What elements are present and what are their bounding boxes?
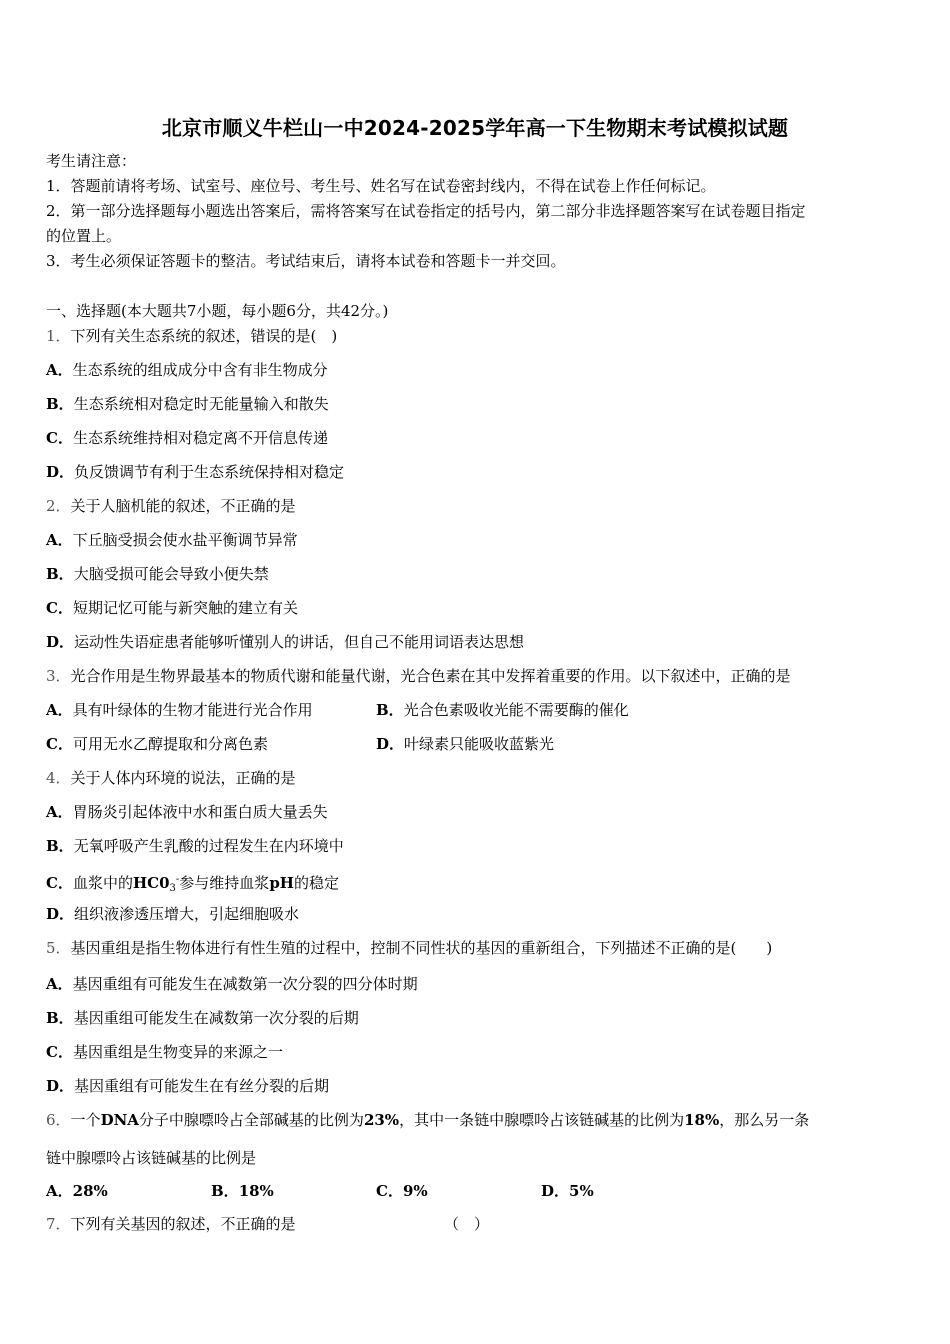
option-label: C． xyxy=(46,735,73,753)
option-label: D． xyxy=(376,735,405,753)
option-text: 基因重组有可能发生在有丝分裂的后期 xyxy=(74,1077,330,1095)
option-label: A． xyxy=(46,1182,73,1200)
option-label: A． xyxy=(46,701,73,719)
question-stem xyxy=(46,666,791,686)
option[interactable] xyxy=(46,904,299,924)
option-label: D． xyxy=(541,1182,570,1200)
question-stem xyxy=(46,496,296,516)
question-number: 6． xyxy=(46,1111,71,1129)
option[interactable] xyxy=(46,1181,108,1201)
option-text: 运动性失语症患者能够听懂别人的讲话，但自己不能用词语表达思想 xyxy=(74,633,525,651)
option[interactable] xyxy=(46,428,328,448)
question-text: 基因重组是指生物体进行有性生殖的过程中，控制不同性状的基因的重新组合，下列描述不正确的是( ) xyxy=(70,939,773,957)
page-title: 北京市顺义牛栏山一中2024-2025学年高一下生物期末考试模拟试题 xyxy=(161,116,789,140)
option-text: 28% xyxy=(72,1182,108,1200)
option[interactable] xyxy=(46,632,524,652)
question-text: 下列有关基因的叙述，不正确的是 xyxy=(70,1215,296,1233)
notice-heading: 考生请注意： xyxy=(46,152,137,170)
option-text: 可用无水乙醇提取和分离色素 xyxy=(72,735,268,753)
option-label: D． xyxy=(46,463,75,481)
option[interactable] xyxy=(46,1042,283,1062)
option[interactable] xyxy=(46,734,268,754)
option-label: A． xyxy=(46,361,73,379)
option[interactable] xyxy=(46,394,329,414)
option[interactable] xyxy=(376,700,629,720)
option-text: 生态系统维持相对稳定离不开信息传递 xyxy=(72,429,328,447)
question-text: 光合作用是生物界最基本的物质代谢和能量代谢，光合色素在其中发挥着重要的作用。以下叙述中，正确的是 xyxy=(70,667,791,685)
section-heading: 一、选择题(本大题共7小题，每小题6分，共42分。) xyxy=(46,302,389,320)
notice-item: 2．第一部分选择题每小题选出答案后，需将答案写在试卷指定的括号内，第二部分非选择题答案写在试卷题目指定 xyxy=(46,202,806,220)
option-text: 血浆中的 xyxy=(72,874,133,892)
question-text: 关于人脑机能的叙述，不正确的是 xyxy=(70,497,296,515)
option-label: C． xyxy=(46,429,73,447)
option-text: 基因重组是生物变异的来源之一 xyxy=(72,1043,283,1061)
option[interactable] xyxy=(46,462,344,482)
option-text: 下丘脑受损会使水盐平衡调节异常 xyxy=(72,531,298,549)
question-stem xyxy=(46,768,296,788)
question-text: 下列有关生态系统的叙述，错误的是( ) xyxy=(70,327,338,345)
question-number: 4． xyxy=(46,769,71,787)
question-number: 2． xyxy=(46,497,71,515)
question-stem xyxy=(46,938,772,958)
option[interactable] xyxy=(46,598,298,618)
chem-formula: HC0 xyxy=(132,874,170,892)
option[interactable] xyxy=(46,360,328,380)
option[interactable] xyxy=(46,974,418,994)
option-label: B． xyxy=(46,837,74,855)
option-text: 基因重组有可能发生在减数第一次分裂的四分体时期 xyxy=(72,975,418,993)
question-number: 1． xyxy=(46,327,71,345)
question-text: 分子中腺嘌呤占全部碱基的比例为 xyxy=(138,1111,364,1129)
notice-item: 的位置上。 xyxy=(46,227,122,245)
option-label: D． xyxy=(46,1077,75,1095)
option-label: B． xyxy=(46,395,74,413)
question-stem xyxy=(46,1214,296,1234)
option-label: A． xyxy=(46,531,73,549)
percent-value: 18% xyxy=(684,1111,720,1129)
option-text: 光合色素吸收光能不需要酶的催化 xyxy=(403,701,629,719)
question-text: ，其中一条链中腺嘌呤占该链碱基的比例为 xyxy=(399,1111,685,1129)
option-text: 参与维持血浆 xyxy=(179,874,270,892)
question-text: 关于人体内环境的说法，正确的是 xyxy=(70,769,296,787)
option[interactable] xyxy=(46,530,298,550)
question-number: 5． xyxy=(46,939,71,957)
option-text: 9% xyxy=(402,1182,428,1200)
option-label: B． xyxy=(46,1009,74,1027)
notice-item: 1．答题前请将考场、试室号、座位号、考生号、姓名写在试卷密封线内，不得在试卷上作任何标记。 xyxy=(46,177,716,195)
option-text: 基因重组可能发生在减数第一次分裂的后期 xyxy=(73,1009,359,1027)
option-text: 无氧呼吸产生乳酸的过程发生在内环境中 xyxy=(73,837,344,855)
question-number: 7． xyxy=(46,1215,71,1233)
option[interactable] xyxy=(46,1008,359,1028)
option-label: C． xyxy=(46,599,73,617)
option-text: 胃肠炎引起体液中水和蛋白质大量丢失 xyxy=(72,803,328,821)
option-text: 18% xyxy=(238,1182,274,1200)
option-label: C． xyxy=(46,1043,73,1061)
option-label: C． xyxy=(376,1182,403,1200)
option-label: B． xyxy=(376,701,404,719)
percent-value: 23% xyxy=(363,1111,400,1129)
option[interactable] xyxy=(46,802,328,822)
option-text: 的稳定 xyxy=(293,874,339,892)
option-text: 负反馈调节有利于生态系统保持相对稳定 xyxy=(74,463,345,481)
question-text: 一个 xyxy=(70,1111,101,1129)
option-text: 组织液渗透压增大，引起细胞吸水 xyxy=(74,905,300,923)
option[interactable] xyxy=(46,836,344,856)
option[interactable] xyxy=(376,734,554,754)
chem-subscript: 3 xyxy=(169,883,176,894)
option[interactable] xyxy=(211,1181,274,1201)
option-text: 生态系统相对稳定时无能量输入和散失 xyxy=(73,395,329,413)
ph-term: pH xyxy=(269,874,294,892)
option-label: B． xyxy=(46,565,74,583)
option-text: 5% xyxy=(569,1182,594,1200)
option-text: 叶绿素只能吸收蓝紫光 xyxy=(404,735,555,753)
option-label: C． xyxy=(46,874,73,892)
question-stem xyxy=(46,1110,809,1130)
option[interactable] xyxy=(541,1181,594,1201)
chem-superscript: - xyxy=(175,874,180,885)
option[interactable] xyxy=(46,700,313,720)
dna-term: DNA xyxy=(100,1111,139,1129)
option[interactable] xyxy=(46,564,269,584)
question-text: ，那么另一条 xyxy=(719,1111,810,1129)
option[interactable] xyxy=(376,1181,428,1201)
answer-parentheses: （ ） xyxy=(444,1215,490,1233)
option[interactable] xyxy=(46,870,339,899)
option[interactable] xyxy=(46,1076,329,1096)
notice-item: 3．考生必须保证答题卡的整洁。考试结束后，请将本试卷和答题卡一并交回。 xyxy=(46,252,566,270)
option-label: D． xyxy=(46,905,75,923)
option-text: 短期记忆可能与新突触的建立有关 xyxy=(72,599,298,617)
question-stem-continued: 链中腺嘌呤占该链碱基的比例是 xyxy=(46,1149,257,1167)
option-label: D． xyxy=(46,633,75,651)
option-label: A． xyxy=(46,803,73,821)
option-text: 具有叶绿体的生物才能进行光合作用 xyxy=(72,701,313,719)
option-label: A． xyxy=(46,975,73,993)
option-label: B． xyxy=(211,1182,239,1200)
option-text: 大脑受损可能会导致小便失禁 xyxy=(73,565,269,583)
question-stem xyxy=(46,326,337,346)
question-number: 3． xyxy=(46,667,71,685)
option-text: 生态系统的组成成分中含有非生物成分 xyxy=(72,361,328,379)
